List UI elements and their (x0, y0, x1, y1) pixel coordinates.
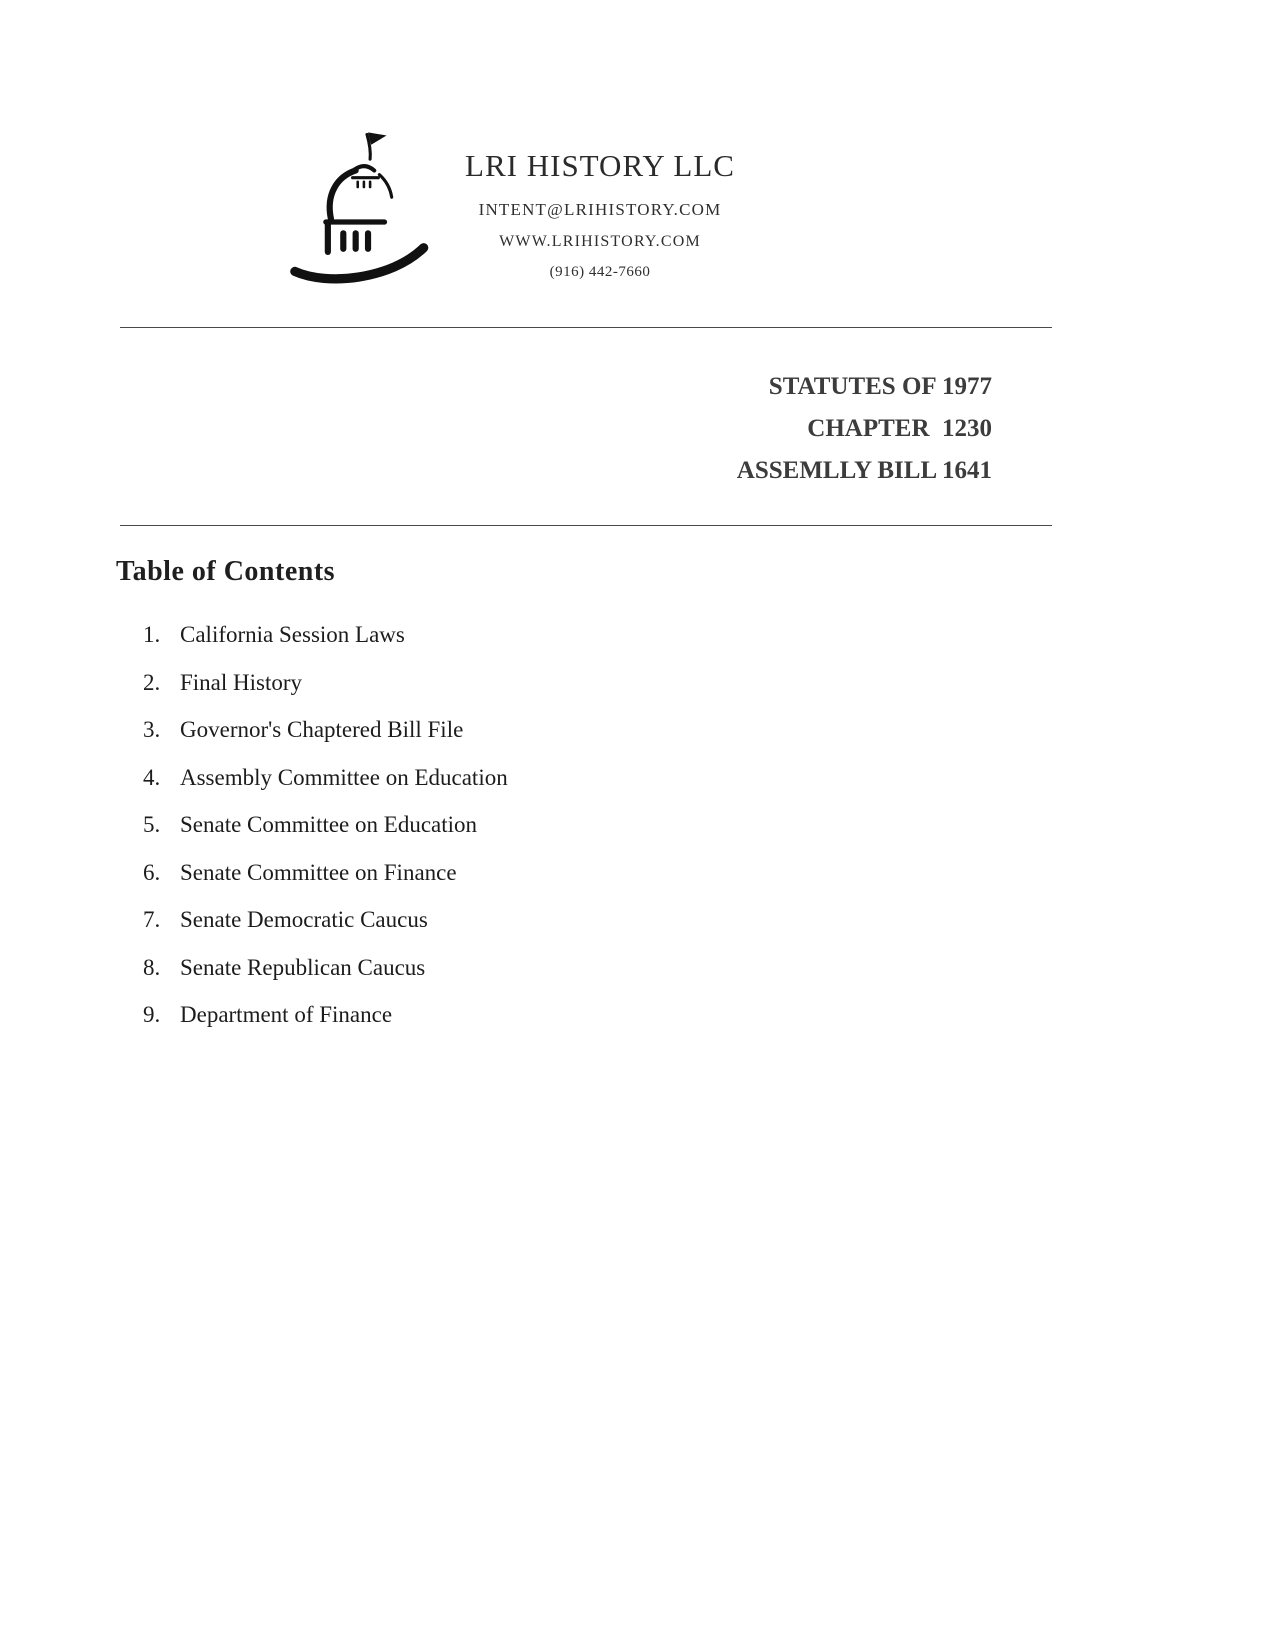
letterhead (428, 148, 772, 281)
toc-item-number: 1. (143, 622, 161, 647)
toc-item (143, 670, 903, 696)
toc-item-number: 6. (143, 859, 161, 885)
toc-item (143, 717, 903, 743)
capitol-sketch-icon (288, 120, 446, 290)
toc-heading: Table of Contents (116, 556, 336, 587)
toc-item (143, 812, 903, 838)
company-website: WWW.LRIHISTORY.COM (499, 233, 701, 250)
toc-list (143, 622, 903, 1050)
company-phone: (916) 442-7660 (549, 264, 651, 280)
toc-item-label: Assembly Committee on Education (180, 764, 508, 790)
toc-item-label: Governor's Chaptered Bill File (180, 717, 464, 742)
toc-item (143, 907, 903, 933)
toc-item (143, 860, 903, 886)
company-email: INTENT@LRIHISTORY.COM (478, 200, 722, 219)
toc-item-number: 4. (143, 764, 161, 790)
toc-item-label: California Session Laws (180, 622, 405, 647)
toc-item-number: 5. (143, 812, 161, 837)
toc-item-label: Senate Republican Caucus (180, 954, 426, 980)
divider-top (120, 327, 1052, 328)
toc-item-label: Senate Committee on Finance (180, 859, 457, 885)
statutes-line: STATUTES OF 1977 (768, 373, 992, 400)
toc-item (143, 955, 903, 981)
assembly-bill-line: ASSEMLLY BILL 1641 (736, 457, 992, 484)
toc-item-number: 2. (143, 669, 161, 695)
divider-bottom (120, 525, 1052, 526)
statutes-title-block (560, 366, 992, 492)
toc-item-number: 9. (143, 1002, 161, 1027)
toc-item-number: 7. (143, 907, 161, 932)
toc-item (143, 1002, 903, 1028)
toc-item-label: Department of Finance (180, 1002, 393, 1027)
toc-item (143, 765, 903, 791)
company-name: LRI HISTORY LLC (465, 148, 735, 183)
toc-item-number: 8. (143, 954, 161, 980)
toc-item-label: Senate Democratic Caucus (180, 907, 428, 932)
capitol-logo (288, 120, 446, 290)
toc-item-label: Senate Committee on Education (180, 812, 478, 837)
toc-item-label: Final History (180, 669, 303, 695)
toc-item (143, 622, 903, 648)
chapter-line: CHAPTER 1230 (807, 415, 992, 442)
toc-item-number: 3. (143, 717, 161, 742)
